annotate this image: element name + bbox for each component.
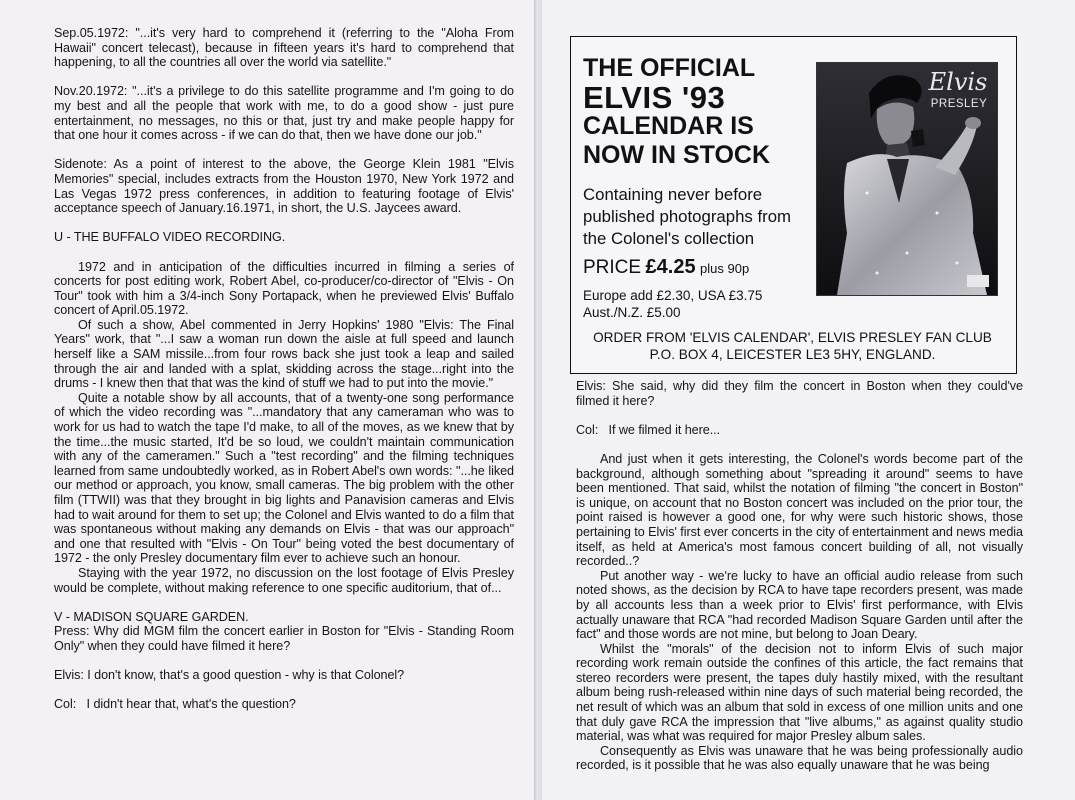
paragraph-sidenote: Sidenote: As a point of interest to the above, the George Klein 1981 "Elvis Memories" special, includes extracts from the Houston 1970, New York 1972 and Las Vegas 1972 press conferences, in addition to featuring footage of Elvis' acceptance speech of January.16.1971, in short, the U.S. Jaycees award. bbox=[54, 157, 514, 216]
price-value: £4.25 bbox=[645, 256, 696, 278]
calendar-cover-title: Elvis bbox=[928, 68, 988, 96]
ad-description-line-1: Containing never before bbox=[583, 185, 763, 204]
postage-aus-nz: Aust./N.Z. £5.00 bbox=[583, 305, 681, 320]
dialogue-press: Press: Why did MGM film the concert earlier in Boston for "Elvis - Standing Room Only" when they could have filmed it here? bbox=[54, 624, 514, 653]
ad-description-line-3: the Colonel's collection bbox=[583, 229, 755, 248]
dialogue-colonel-filmed: Col: If we filmed it here... bbox=[576, 422, 721, 437]
paragraph-morals: Whilst the "morals" of the decision not to inform Elvis of such major recording work remain outside the confines of this article, the fact remains that stereo recorders were present, the tapes duly hastily mixed, with the resultant album being rush-released within nine days of such material being recorded, the net result of which was an album that sold in excess of one million units and one that duly gave RCA the impression that "live albums," as against quality studio material, was what was required for major Presley album sales. bbox=[576, 641, 1023, 744]
postage-europe-usa: Europe add £2.30, USA £3.75 bbox=[583, 288, 763, 303]
ad-headline-line-3: CALENDAR IS bbox=[583, 112, 754, 140]
ad-headline-line-4: NOW IN STOCK bbox=[583, 141, 771, 169]
paragraph-buffalo-1972: 1972 and in anticipation of the difficulties incurred in filming a series of concerts for post editing work, Robert Abel, co-producer/co-director of "Elvis - On Tour" took with him a 3/4-inch Sony Portapack, when he previewed Elvis' Buffalo concert of April.05.1972. bbox=[54, 259, 514, 318]
paragraph-abel-comment: Of such a show, Abel commented in Jerry Hopkins' 1980 "Elvis: The Final Years" work, that "...I saw a woman run down the aisle at full speed and launch herself like a SAM missile...from four rows back she just took a leap and sailed through the air and landed with a splat, skidding across the stage...right into the drums - I knew then that that was the kind of stuff we had to put into the movie." bbox=[54, 317, 514, 391]
ad-headline-line-2: ELVIS '93 bbox=[583, 80, 726, 115]
order-line-1: ORDER FROM 'ELVIS CALENDAR', ELVIS PRESLEY FAN CLUB bbox=[593, 330, 992, 345]
dialogue-elvis: Elvis: I don't know, that's a good question - why is that Colonel? bbox=[54, 668, 405, 683]
ad-description bbox=[583, 184, 813, 250]
ad-price bbox=[583, 256, 823, 279]
calendar-cover-photo bbox=[816, 62, 998, 296]
price-postage: plus 90p bbox=[700, 261, 750, 276]
calendar-advertisement bbox=[570, 36, 1017, 374]
price-label: PRICE bbox=[583, 257, 642, 278]
left-page-text bbox=[54, 26, 514, 712]
paragraph-staying-1972: Staying with the year 1972, no discussion on the lost footage of Elvis Presley would be complete, without making reference to one specific auditorium, that of... bbox=[54, 565, 514, 595]
ad-headline bbox=[583, 54, 823, 170]
ad-order-address bbox=[571, 329, 1014, 363]
paragraph-consequently: Consequently as Elvis was unaware that he was being professionally audio recorded, is it possible that he was also equally unaware that he was being bbox=[576, 743, 1023, 773]
right-page-text bbox=[576, 379, 1023, 773]
dialogue-colonel: Col: I didn't hear that, what's the question? bbox=[54, 697, 296, 712]
ad-postage-rates bbox=[583, 287, 823, 321]
left-page bbox=[0, 0, 534, 800]
page-gutter bbox=[534, 0, 542, 800]
order-line-2: P.O. BOX 4, LEICESTER LE3 5HY, ENGLAND. bbox=[649, 347, 936, 362]
section-heading-v: V - MADISON SQUARE GARDEN. bbox=[54, 609, 249, 624]
section-heading-u: U - THE BUFFALO VIDEO RECORDING. bbox=[54, 230, 286, 245]
ad-headline-line-1: THE OFFICIAL bbox=[583, 54, 756, 82]
paragraph-sep-05-1972: Sep.05.1972: "...it's very hard to comprehend it (referring to the "Aloha From Hawaii" concert telecast), because in fifteen years it's hard to comprehend that happening, to all the countries all over the world via satellite." bbox=[54, 26, 514, 70]
paragraph-put-another-way: Put another way - we're lucky to have an official audio release from such noted shows, as the decision by RCA to have tape recorders present, was made by all accounts less than a week prior to Elvis' first performance, with Elvis actually unaware that RCA "had recorded Madison Square Garden until after the fact" and those words are not mine, but belong to Joan Deary. bbox=[576, 568, 1023, 642]
ad-description-line-2: published photographs from bbox=[583, 207, 792, 226]
paragraph-notable-show: Quite a notable show by all accounts, that of a twenty-one song performance of which the video recording was "...mandatory that any cameraman who was to work for us had to watch the tape I'd make, to all of the moves, as we knew that by the time...the music started, It'd be so loud, we couldn't maintain communication with any of the cameramen." Such a "test recording" and the filming techniques learned from same undoubtedly worked, as in Robert Abel's own words: "...he liked our method or approach, you know, small cameras. The big problem with the other film (TTWII) was that they brought in big lights and Panavision cameras and Elvis had to wait around for them to set up; the Colonel and Elvis wanted to do a film that was spontaneous without making any demands on Elvis - that was our approach" and one that resulted with "Elvis - On Tour" being voted the best documentary of 1972 - the only Presley documentary film ever to achieve such an honour. bbox=[54, 390, 514, 566]
calendar-cover-subtitle: PRESLEY bbox=[930, 98, 988, 110]
right-page bbox=[542, 0, 1075, 800]
paragraph-nov-20-1972: Nov.20.1972: "...it's a privilege to do this satellite programme and I'm going to do my best and all the people that work with me, to do a good show - just pure entertainment, no messages, no this or that, just try and make people happy for that one hour it comes across - if we can do that, then we have done our job." bbox=[54, 84, 514, 143]
dialogue-elvis-boston: Elvis: She said, why did they film the concert in Boston when they could've filmed it here? bbox=[576, 379, 1023, 408]
paragraph-colonel-words: And just when it gets interesting, the Colonel's words become part of the background, although something about "spreading it around" seems to have been mentioned. That said, whilst the notation of filming "the concert in Boston" is unique, on account that no Boston concert was included on the prior tour, the point raised is however a good one, for why were such historic shows, those pertaining to Elvis' first ever concerts in the city of entertainment and news media itself, as held at America's most famous concert building of all, not visually recorded..? bbox=[576, 451, 1023, 569]
